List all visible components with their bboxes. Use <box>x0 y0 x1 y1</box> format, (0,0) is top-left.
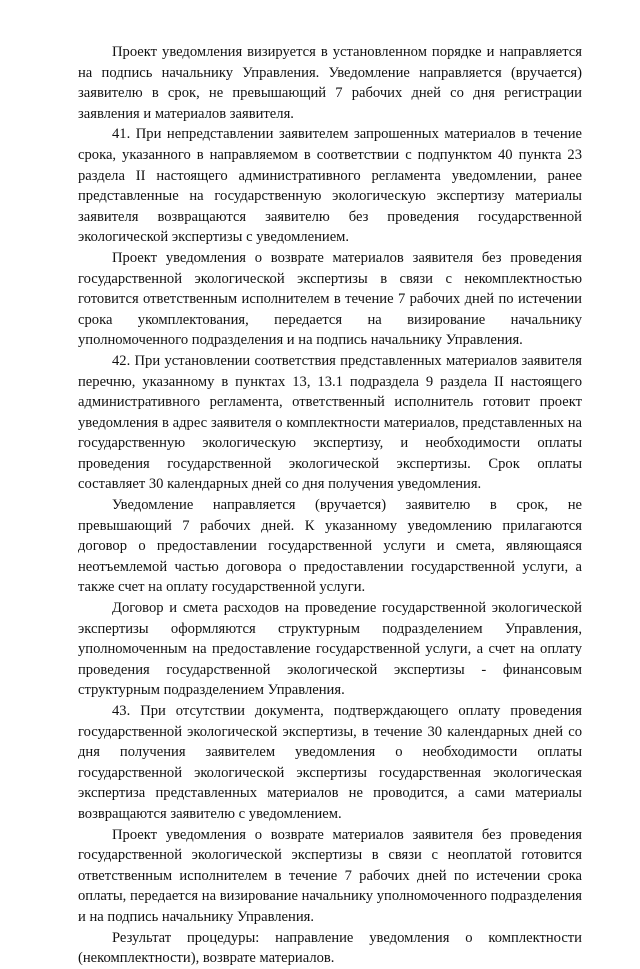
paragraph-notice-delivery: Уведомление направляется (вручается) заявителю в срок, не превышающий 7 рабочих дней. К указанному уведомлению прилагаются договор о предоставлении государственной услуги и смета, являющаяся неотъемлемой частью договора о предоставлении государственной услуги, а также счет на оплату государственной услуги. <box>78 497 582 596</box>
paragraph-41: 41. При непредставлении заявителем запрошенных материалов в течение срока, указанного в направляемом в соответствии с подпунктом 40 пункта 23 раздела II настоящего административного регламента уведомлении, ранее представленные на государственную экологическую экспертизу материалы заявителя возвращаются заявителю без проведения государственной экологической экспертизы с уведомлением. <box>78 126 582 246</box>
paragraph-return-unpaid: Проект уведомления о возврате материалов заявителя без проведения государственной экологической экспертизы в связи с неоплатой готовится ответственным исполнителем в течение 7 рабочих дней по истечении срока оплаты, передается на визирование начальнику уполномоченного подразделения и на подпись начальнику Управления. <box>78 826 582 925</box>
paragraph-approval-notice: Проект уведомления визируется в установленном порядке и направляется на подпись начальнику Управления. Уведомление направляется (вручается) заявителю в срок, не превышающий 7 рабочих дней со дня регистрации заявления и материалов заявителя. <box>78 44 582 122</box>
paragraph-42: 42. При установлении соответствия представленных материалов заявителя перечню, указанному в пунктах 13, 13.1 подраздела 9 раздела II настоящего административного регламента, ответственный исполнитель готовит проект уведомления в адрес заявителя о комплектности материалов, представленных на государственную экологическую экспертизу, и необходимости оплаты проведения государственной экологической экспертизы. Срок оплаты составляет 30 календарных дней со дня получения уведомления. <box>78 352 582 493</box>
paragraph-return-incomplete: Проект уведомления о возврате материалов заявителя без проведения государственной экологической экспертизы в связи с некомплектностью готовится ответственным исполнителем в течение 7 рабочих дней по истечении срока укомплектования, передается на визирование начальнику уполномоченного подразделения и на подпись начальнику Управления. <box>78 249 582 349</box>
document-page <box>78 42 582 969</box>
paragraph-contract-estimate: Договор и смета расходов на проведение государственной экологической экспертизы оформляются структурным подразделением Управления, уполномоченным на предоставление государственной услуги, а счет на оплату проведения государственной экологической экспертизы - финансовым структурным подразделением Управления. <box>78 600 582 699</box>
paragraph-result: Результат процедуры: направление уведомления о комплектности (некомплектности), возврате материалов. <box>78 929 582 967</box>
paragraph-43: 43. При отсутствии документа, подтверждающего оплату проведения государственной экологической экспертизы, в течение 30 календарных дней со дня получения заявителем уведомления о необходимости оплаты государственной экологической экспертизы государственная экологическая экспертиза представленных материалов не проводится, а сами материалы возвращаются заявителю с уведомлением. <box>78 703 582 822</box>
